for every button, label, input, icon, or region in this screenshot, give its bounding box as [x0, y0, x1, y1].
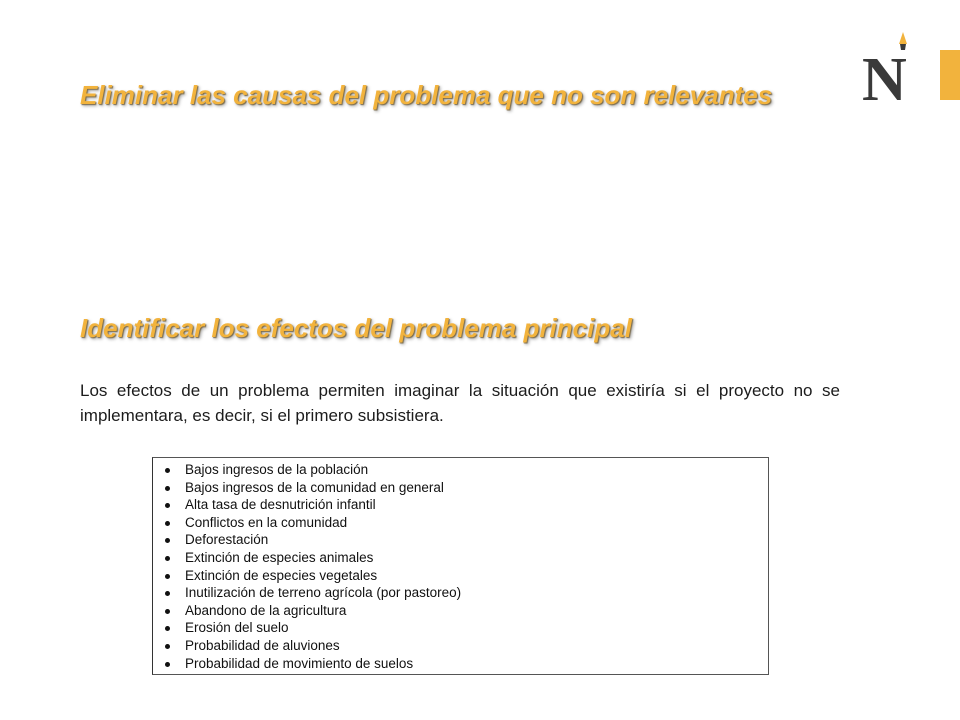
list-item: Extinción de especies vegetales: [153, 567, 768, 585]
list-item: Conflictos en la comunidad: [153, 514, 768, 532]
list-item: Erosión del suelo: [153, 619, 768, 637]
heading-eliminar-causas: Eliminar las causas del problema que no son relevantes: [80, 80, 773, 110]
bullet-icon: [165, 662, 170, 667]
bullet-icon: [165, 556, 170, 561]
bullet-icon: [165, 503, 170, 508]
university-logo: [860, 30, 920, 102]
list-item: Alta tasa de desnutrición infantil: [153, 496, 768, 514]
list-item: Bajos ingresos de la comunidad en general: [153, 479, 768, 497]
logo-tip-icon: [899, 32, 907, 44]
bullet-icon: [165, 591, 170, 596]
list-item: Abandono de la agricultura: [153, 602, 768, 620]
list-item: Bajos ingresos de la población: [153, 461, 768, 479]
bullet-icon: [165, 644, 170, 649]
list-item: Deforestación: [153, 531, 768, 549]
bullet-icon: [165, 574, 170, 579]
effects-list: [153, 458, 768, 672]
bullet-icon: [165, 609, 170, 614]
effects-list-box: [152, 457, 769, 675]
bullet-icon: [165, 468, 170, 473]
list-item: Inutilización de terreno agrícola (por pastoreo): [153, 584, 768, 602]
bullet-icon: [165, 486, 170, 491]
list-item: Probabilidad de aluviones: [153, 637, 768, 655]
bullet-icon: [165, 538, 170, 543]
bullet-icon: [165, 521, 170, 526]
bullet-icon: [165, 626, 170, 631]
list-item: Probabilidad de movimiento de suelos: [153, 655, 768, 673]
accent-bar: [940, 50, 960, 100]
logo-letter: N: [862, 46, 907, 102]
effects-description: Los efectos de un problema permiten imaginar la situación que existiría si el proyecto no se implementara, es decir, si el primero subsistiera.: [80, 381, 840, 425]
heading-identificar-efectos: Identificar los efectos del problema principal: [80, 313, 632, 343]
list-item: Extinción de especies animales: [153, 549, 768, 567]
